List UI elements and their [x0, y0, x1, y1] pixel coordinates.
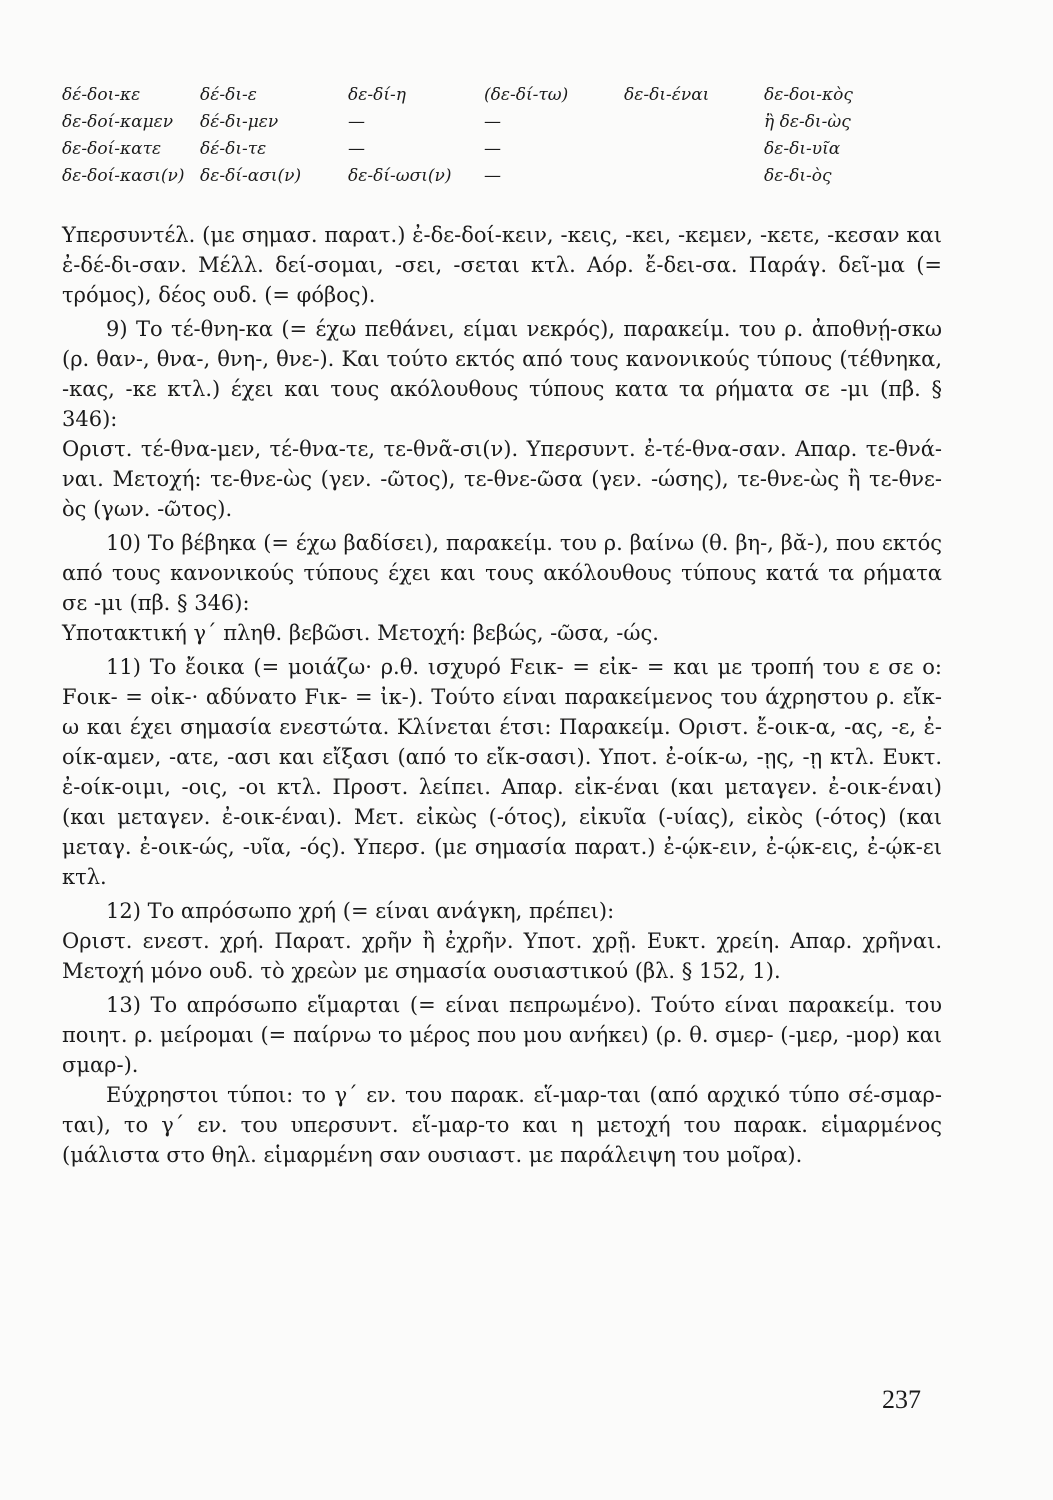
- page-number: 237: [882, 1385, 921, 1414]
- table-cell: δε-δι-ὸς: [764, 166, 832, 186]
- conjugation-row: [62, 82, 942, 109]
- table-cell: —: [484, 112, 501, 132]
- paragraph: 13) Το απρόσωπο εἵμαρται (= είναι πεπρωμένο). Τούτο είναι παρακείμ. του ποιητ. ρ. μείρομαι (= παίρνω το μέρος που μου ανήκει) (ρ. θ. σμερ- (-μερ, -μορ) και σμαρ-).: [62, 993, 942, 1077]
- table-cell: [624, 163, 764, 190]
- table-cell: δε-δι-έναι: [624, 85, 710, 105]
- table-cell: δέ-δι-τε: [200, 139, 267, 159]
- table-cell: δε-δί-η: [348, 85, 406, 105]
- table-cell: δε-δοί-καμεν: [62, 112, 174, 132]
- table-cell: δέ-δι-μεν: [200, 112, 279, 132]
- table-cell: δέ-δι-ε: [200, 85, 257, 105]
- paragraph: Οριστ. ενεστ. χρή. Παρατ. χρῆν ἢ ἐχρῆν. Υποτ. χρῇ. Ευκτ. χρείη. Απαρ. χρῆναι. Μετοχή μόνο ουδ. τὸ χρεὼν με σημασία ουσιαστικού (βλ. § 152, 1).: [62, 929, 942, 983]
- conjugation-table: [62, 82, 942, 190]
- paragraph: Υπερσυντέλ. (με σημασ. παρατ.) ἐ-δε-δοί-κειν, -κεις, -κει, -κεμεν, -κετε, -κεσαν και ἐ-δέ-δι-σαν. Μέλλ. δεί-σομαι, -σει, -σεται κτλ. Αόρ. ἔ-δει-σα. Παράγ. δεῖ-μα (= τρόμος), δέος ουδ. (= φόβος).: [62, 223, 942, 307]
- table-cell: —: [484, 139, 501, 159]
- table-cell: δε-δοί-κασι(ν): [62, 166, 185, 186]
- paragraph: Υποτακτική γ΄ πληθ. βεβῶσι. Μετοχή: βεβώς, -ῶσα, -ώς.: [62, 621, 659, 645]
- paragraph: 11) Το ἔοικα (= μοιάζω· ρ.θ. ισχυρό Fεικ- = εἰκ- = και με τροπή του ε σε ο: Fοικ- = οἰκ-· αδύνατο Fικ- = ἰκ-). Τούτο είναι παρακείμενος του άχρηστου ρ. εἴκ-ω και έχει σημασία ενεστώτα. Κλίνεται έτσι: Παρακείμ. Οριστ. ἔ-οικ-α, -ας, -ε, ἐ-οίκ-αμεν, -ατε, -ασι και εἴξασι (από το εἴκ-σασι). Υποτ. ἐ-οίκ-ω, -ῃς, -ῃ κτλ. Ευκτ. ἐ-οίκ-οιμι, -οις, -οι κτλ. Προστ. λείπει. Απαρ. εἰκ-έναι (και μεταγεν. ἐ-οικ-έναι) (και μεταγεν. ἐ-οικ-έναι). Μετ. εἰκὼς (-ότος), εἰκυῖα (-υίας), εἰκὸς (-ότος) (και μεταγ. ἐ-οικ-ώς, -υῖα, -ός). Υπερσ. (με σημασία παρατ.) ἐ-ῴκ-ειν, ἐ-ῴκ-εις, ἐ-ῴκ-ει κτλ.: [62, 655, 942, 889]
- paragraph: Οριστ. τέ-θνα-μεν, τέ-θνα-τε, τε-θνᾶ-σι(ν). Υπερσυντ. ἐ-τέ-θνα-σαν. Απαρ. τε-θνά-ναι. Μετοχή: τε-θνε-ὼς (γεν. -ῶτος), τε-θνε-ῶσα (γεν. -ώσης), τε-θνε-ὼς ἢ τε-θνε-ὸς (γων. -ῶτος).: [62, 437, 942, 521]
- paragraph: 10) Το βέβηκα (= έχω βαδίσει), παρακείμ. του ρ. βαίνω (θ. βη-, βᾰ-), που εκτός από τους κανονικούς τύπους έχει και τους ακόλουθους τύπους κατά τα ρήματα σε -μι (πβ. § 346):: [62, 531, 942, 615]
- table-cell: δε-δι-υῖα: [764, 139, 841, 159]
- table-cell: δε-δοι-κὸς: [764, 85, 853, 105]
- conjugation-row: [62, 163, 942, 190]
- table-cell: (δε-δί-τω): [484, 85, 569, 105]
- table-cell: δέ-δοι-κε: [62, 85, 141, 105]
- table-cell: —: [348, 139, 365, 159]
- page-body: [62, 220, 942, 1170]
- table-cell: [624, 109, 764, 136]
- table-cell: —: [484, 166, 501, 186]
- conjugation-row: [62, 136, 942, 163]
- table-cell: δε-δοί-κατε: [62, 139, 162, 159]
- table-cell: [624, 136, 764, 163]
- table-cell: ἢ δε-δι-ὼς: [764, 112, 851, 132]
- table-cell: —: [348, 112, 365, 132]
- table-cell: δε-δί-ασι(ν): [200, 166, 302, 186]
- paragraph: 12) Το απρόσωπο χρή (= είναι ανάγκη, πρέπει):: [106, 899, 615, 923]
- paragraph: 9) Το τέ-θνη-κα (= έχω πεθάνει, είμαι νεκρός), παρακείμ. του ρ. ἀποθνῄ-σκω (ρ. θαν-, θνα-, θνη-, θνε-). Και τούτο εκτός από τους κανονικούς τύπους (τέθνηκα, -κας, -κε κτλ.) έχει και τους ακόλουθους τύπους κατα τα ρήματα σε -μι (πβ. § 346):: [62, 317, 942, 431]
- table-cell: δε-δί-ωσι(ν): [348, 166, 452, 186]
- paragraph: Εύχρηστοι τύποι: το γ΄ εν. του παρακ. εἵ-μαρ-ται (από αρχικό τύπο σέ-σμαρ-ται), το γ΄ εν. του υπερσυντ. εἵ-μαρ-το και η μετοχή του παρακ. εἱμαρμένος (μάλιστα στο θηλ. εἱμαρμένη σαν ουσιαστ. με παράλειψη του μοῖρα).: [62, 1083, 942, 1167]
- conjugation-row: [62, 109, 942, 136]
